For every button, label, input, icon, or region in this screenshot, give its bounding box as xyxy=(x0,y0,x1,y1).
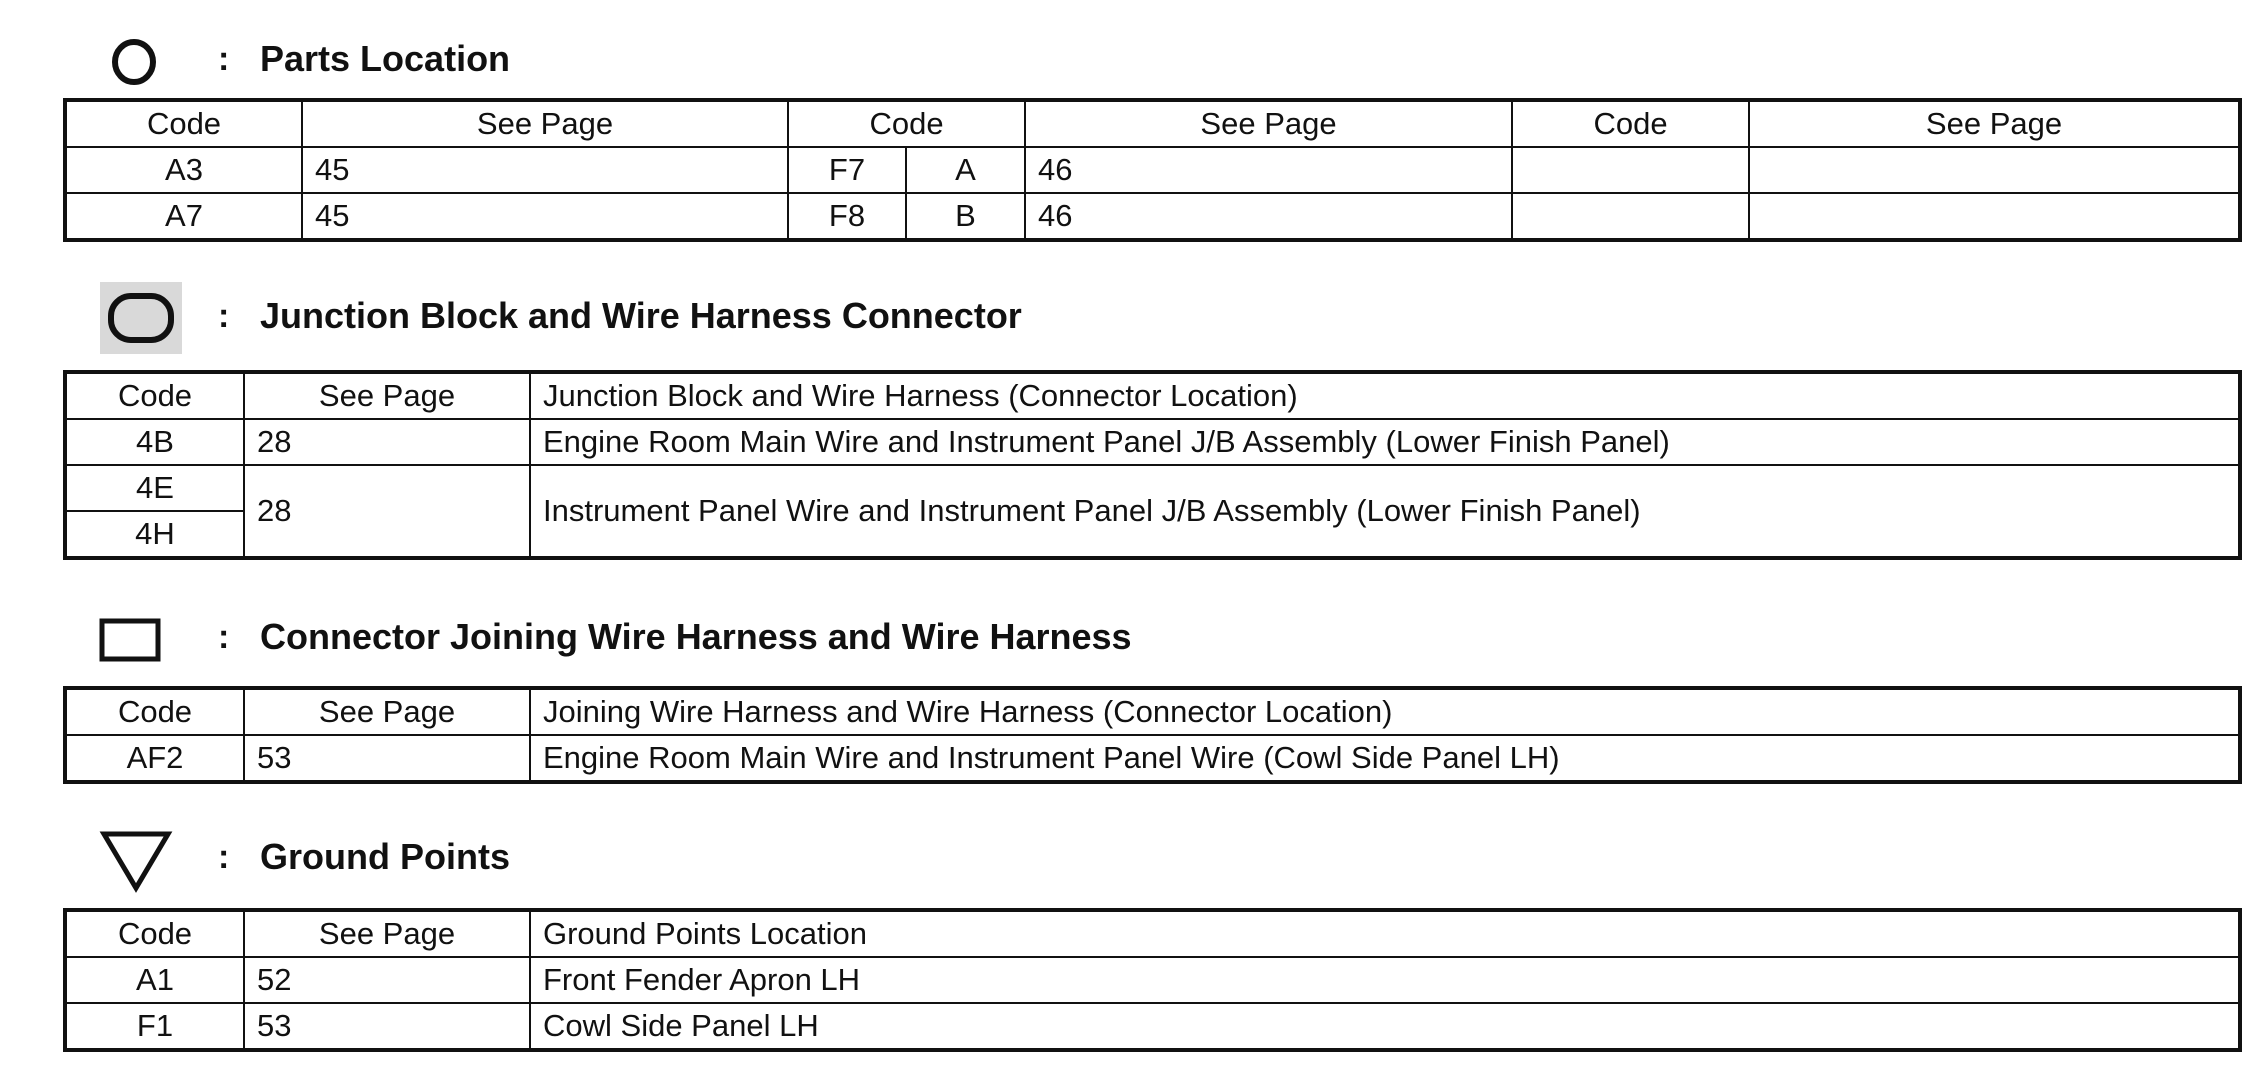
page-cell: 46 xyxy=(1025,147,1512,193)
table-row xyxy=(65,465,2240,511)
table-row xyxy=(65,957,2240,1003)
table-row xyxy=(65,735,2240,782)
page-cell: 45 xyxy=(302,147,788,193)
page-cell: 28 xyxy=(244,465,530,558)
code-cell: F8 xyxy=(788,193,906,240)
description-cell: Instrument Panel Wire and Instrument Panel J/B Assembly (Lower Finish Panel) xyxy=(530,465,2240,558)
page-cell: 53 xyxy=(244,735,530,782)
page-cell: 46 xyxy=(1025,193,1512,240)
page-cell: 52 xyxy=(244,957,530,1003)
page-cell: 53 xyxy=(244,1003,530,1050)
code-cell: A1 xyxy=(65,957,244,1003)
ground-points-header xyxy=(0,828,2256,888)
column-header: See Page xyxy=(244,688,530,735)
connector-joining-header xyxy=(0,608,2256,668)
code-sub-cell: A xyxy=(906,147,1025,193)
page-cell: 28 xyxy=(244,419,530,465)
inverted-triangle-icon xyxy=(98,828,174,894)
code-cell: AF2 xyxy=(65,735,244,782)
column-header: Code xyxy=(65,372,244,419)
code-cell: A3 xyxy=(65,147,302,193)
column-header: See Page xyxy=(302,100,788,147)
table-header-row xyxy=(65,688,2240,735)
page-cell xyxy=(1749,147,2240,193)
column-header: Code xyxy=(788,100,1025,147)
section-title-ground-points: Ground Points xyxy=(260,836,510,877)
section-title-parts-location: Parts Location xyxy=(260,38,511,79)
table-header-row xyxy=(65,910,2240,957)
colon: : xyxy=(218,297,230,335)
column-header: Code xyxy=(65,100,302,147)
column-header: Joining Wire Harness and Wire Harness (Connector Location) xyxy=(530,688,2240,735)
page-cell: 45 xyxy=(302,193,788,240)
code-cell: F7 xyxy=(788,147,906,193)
section-title-connector-joining: Connector Joining Wire Harness and Wire Harness xyxy=(260,616,1132,657)
code-cell xyxy=(1512,147,1749,193)
colon: : xyxy=(218,40,230,78)
colon: : xyxy=(218,838,230,876)
parts-location-header xyxy=(0,30,2256,90)
code-cell: A7 xyxy=(65,193,302,240)
circle-icon xyxy=(108,36,160,88)
column-header: See Page xyxy=(244,372,530,419)
table-row xyxy=(65,193,2240,240)
description-cell: Front Fender Apron LH xyxy=(530,957,2240,1003)
column-header: Junction Block and Wire Harness (Connector Location) xyxy=(530,372,2240,419)
ground-points-table xyxy=(63,908,2242,1052)
table-row xyxy=(65,419,2240,465)
column-header: Code xyxy=(65,910,244,957)
code-cell xyxy=(1512,193,1749,240)
description-cell: Engine Room Main Wire and Instrument Panel J/B Assembly (Lower Finish Panel) xyxy=(530,419,2240,465)
code-cell: 4B xyxy=(65,419,244,465)
code-sub-cell: B xyxy=(906,193,1025,240)
column-header: See Page xyxy=(1749,100,2240,147)
column-header: Ground Points Location xyxy=(530,910,2240,957)
table-row xyxy=(65,1003,2240,1050)
junction-block-table xyxy=(63,370,2242,560)
column-header: Code xyxy=(1512,100,1749,147)
rounded-rectangle-icon xyxy=(100,282,182,354)
code-cell: 4H xyxy=(65,511,244,558)
column-header: See Page xyxy=(1025,100,1512,147)
table-header-row xyxy=(65,100,2240,147)
column-header: See Page xyxy=(244,910,530,957)
connector-joining-table xyxy=(63,686,2242,784)
table-row xyxy=(65,147,2240,193)
colon: : xyxy=(218,618,230,656)
section-title-junction-block: Junction Block and Wire Harness Connector xyxy=(260,295,1022,336)
rectangle-icon xyxy=(98,614,164,666)
parts-location-table xyxy=(63,98,2242,242)
code-cell: 4E xyxy=(65,465,244,511)
page-cell xyxy=(1749,193,2240,240)
junction-block-header xyxy=(0,282,2256,342)
table-header-row xyxy=(65,372,2240,419)
description-cell: Engine Room Main Wire and Instrument Panel Wire (Cowl Side Panel LH) xyxy=(530,735,2240,782)
description-cell: Cowl Side Panel LH xyxy=(530,1003,2240,1050)
code-cell: F1 xyxy=(65,1003,244,1050)
column-header: Code xyxy=(65,688,244,735)
